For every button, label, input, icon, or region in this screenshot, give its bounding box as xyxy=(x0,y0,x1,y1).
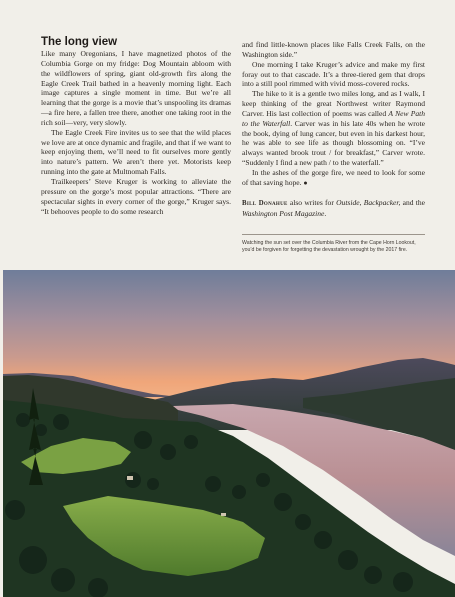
article-column-right xyxy=(242,40,425,218)
paragraph-closing xyxy=(242,168,425,189)
text-run: and the xyxy=(400,197,426,207)
text-run: In the ashes of the gorge fire, we need to look for some of that saving hope. xyxy=(242,167,425,187)
author-name: Bill Donahue xyxy=(242,199,288,207)
paragraph: and find little-known places like Falls Creek Falls, on the Washington side.” xyxy=(242,40,425,59)
author-bio xyxy=(242,198,425,219)
paragraph: One morning I take Kruger’s advice and make my first foray out to that cascade. It’s a three-tiered gem that drops into a still pool rimmed with vivid moss-covered rocks. xyxy=(242,59,425,89)
photo-caption: Watching the sun set over the Columbia River from the Cape Horn Lookout, you’d be forgiven for forgetting the devastation wrought by the 2017 fire. xyxy=(242,234,425,255)
text-run: also writes for xyxy=(287,197,337,207)
text-run: The hike to it is a gentle two miles long, and as I walk, I keep thinking of the great Northwest writer Raymond Carver. His last collection of poems was called xyxy=(242,89,425,118)
publication: Washington Post Magazine xyxy=(242,208,325,218)
paragraph: The Eagle Creek Fire invites us to see that the wild places we love are at once dynamic and fragile, and that if we want to keep enjoying them, we’ll need to fit ourselves more gently into nature’s pattern. We aren’t there yet. Motorists keep running into the gate at Multnomah Falls. xyxy=(41,127,231,177)
text-run: . Carver was in his late 40s when he wrote the book, dying of lung cancer, but even in his darkest hour, he was able to see life as though blossoming on. “I’ve always wanted brook trout / for breakfast,” Carver wrote. “Suddenly I find a new path / to the waterfall.” xyxy=(242,118,425,168)
section-heading: The long view xyxy=(41,36,118,48)
paragraph-carver xyxy=(242,89,425,168)
publication: Outside, Backpacker, xyxy=(336,197,401,207)
paragraph: Like many Oregonians, I have magnetized photos of the Columbia Gorge on my fridge: Dog Mountain abloom with the wildflowers of spring, giant old-growth firs along the Eagle Creek Trail bathed in a heavenly morning light. Each image captures a single moment in time. But we’re all learning that the gorge is a movie that’s unspooling its dramas—a fire here, a fallen tree there, another one taking root in the rich soil—very, very slowly. xyxy=(41,49,231,127)
paragraph: Trailkeepers’ Steve Kruger is working to alleviate the pressure on the gorge’s most popular attractions. “There are spectacular sights in every corner of the gorge,” Kruger says. “It behooves people to do some research xyxy=(41,176,231,216)
text-run: . xyxy=(324,208,327,218)
book-title: A New Path to the Waterfall xyxy=(242,108,425,128)
article-column-left xyxy=(41,36,231,216)
end-mark: ● xyxy=(303,178,308,187)
landscape-illustration xyxy=(3,270,455,597)
gorge-sunset-photo xyxy=(3,270,455,597)
